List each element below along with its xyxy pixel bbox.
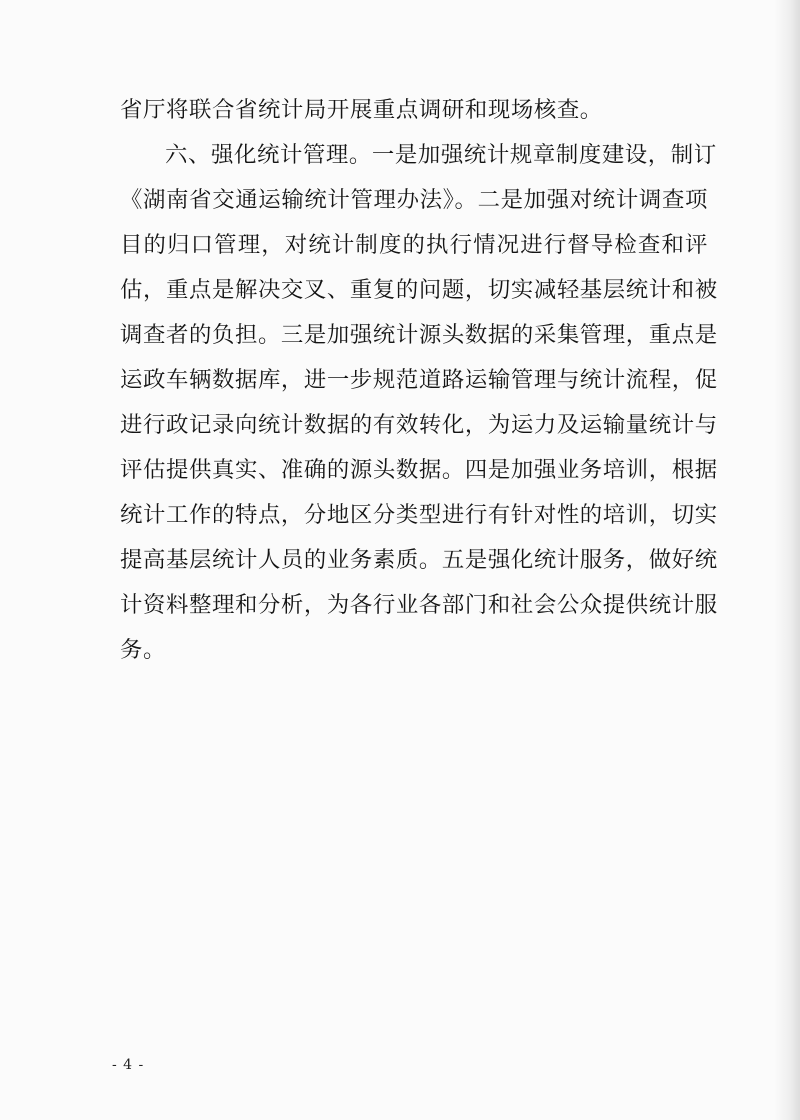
section-heading-line: 六、强化统计管理。一是加强统计规章制度建设，制订 — [165, 142, 717, 168]
scan-edge-shadow — [774, 0, 800, 1120]
text-line: 估，重点是解决交叉、重复的问题，切实减轻基层统计和被 — [120, 277, 718, 303]
text-line: 运政车辆数据库，进一步规范道路运输管理与统计流程，促 — [120, 367, 718, 393]
text-line: 计资料整理和分析，为各行业各部门和社会公众提供统计服 — [120, 592, 718, 618]
document-body — [120, 88, 718, 673]
text-line: 进行政记录向统计数据的有效转化，为运力及运输量统计与 — [120, 412, 718, 438]
page-number: - 4 - — [112, 1057, 145, 1073]
text-line: 省厅将联合省统计局开展重点调研和现场核查。 — [120, 97, 603, 123]
text-line: 调查者的负担。三是加强统计源头数据的采集管理，重点是 — [120, 322, 718, 348]
text-line: 目的归口管理，对统计制度的执行情况进行督导检查和评 — [120, 232, 708, 258]
text-line: 统计工作的特点，分地区分类型进行有针对性的培训，切实 — [120, 502, 718, 528]
text-line: 提高基层统计人员的业务素质。五是强化统计服务，做好统 — [120, 547, 718, 573]
text-line: 评估提供真实、准确的源头数据。四是加强业务培训，根据 — [120, 457, 718, 483]
text-line: 《湖南省交通运输统计管理办法》。二是加强对统计调查项 — [120, 187, 708, 213]
text-line: 务。 — [120, 637, 166, 663]
